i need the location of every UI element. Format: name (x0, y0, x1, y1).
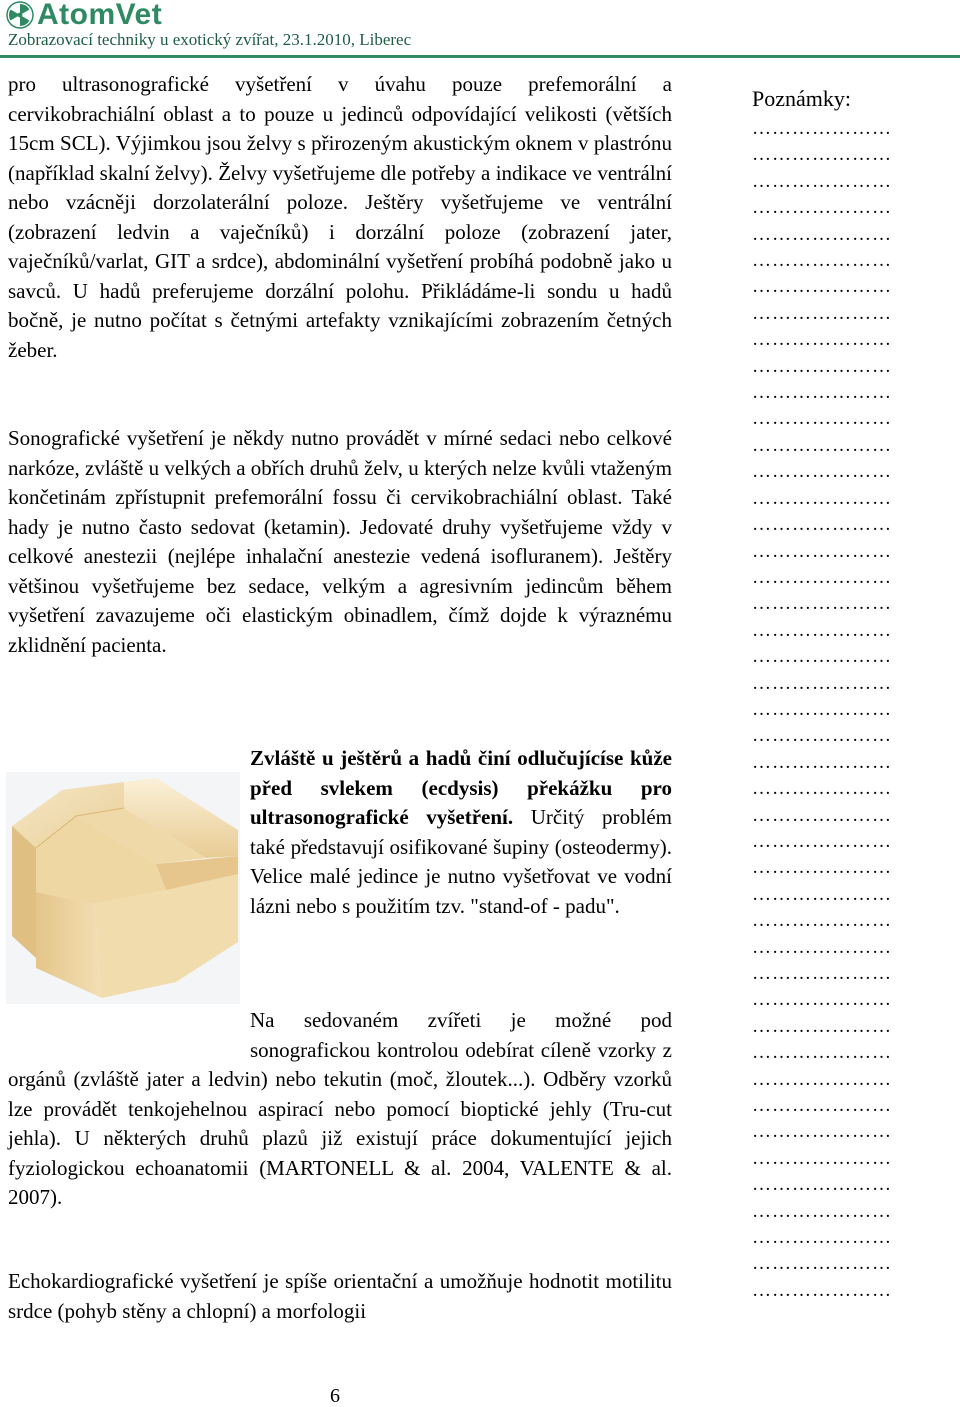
ecdysis-rest-text: Určitý problém také představují osifikované šupiny (osteodermy). Velice malé jedince je nutno vyšetřovat ve vodní lázni nebo s použitím tzv. "stand-of - padu". (250, 805, 672, 918)
notes-dot-line: ………………… (752, 751, 892, 773)
notes-dot-line: ………………… (752, 1200, 892, 1222)
ecdysis-lead-text: Zvláště u ještěrů a hadů činí odlučujícíse kůže před svlekem (ecdysis) překážku pro ultrasonografické vyšetření. (250, 746, 672, 829)
notes-dot-line: ………………… (752, 514, 892, 536)
notes-dot-line: ………………… (752, 1095, 892, 1117)
notes-dot-line: ………………… (752, 1042, 892, 1064)
notes-dot-line: ………………… (752, 989, 892, 1011)
notes-dot-line: ………………… (752, 197, 892, 219)
standoff-pad-image (6, 772, 240, 1004)
notes-dot-line: ………………… (752, 223, 892, 245)
notes-dot-line: ………………… (752, 1015, 892, 1037)
notes-dot-line: ………………… (752, 276, 892, 298)
notes-dot-line: ………………… (752, 672, 892, 694)
notes-dot-line: ………………… (752, 698, 892, 720)
notes-dot-line: ………………… (752, 329, 892, 351)
radiation-trefoil-icon (6, 1, 34, 29)
notes-dot-line: ………………… (752, 725, 892, 747)
notes-dot-line: ………………… (752, 461, 892, 483)
notes-dot-line: ………………… (752, 830, 892, 852)
notes-dot-line: ………………… (752, 250, 892, 272)
notes-dot-line: ………………… (752, 883, 892, 905)
notes-dot-line: ………………… (752, 1147, 892, 1169)
notes-dot-line: ………………… (752, 804, 892, 826)
logo-text: AtomVet (37, 0, 163, 31)
notes-dot-line: ………………… (752, 408, 892, 430)
notes-title: Poznámky: (752, 86, 851, 111)
notes-dot-line: ………………… (752, 144, 892, 166)
notes-dot-line: ………………… (752, 1121, 892, 1143)
notes-dot-line: ………………… (752, 566, 892, 588)
notes-dot-line: ………………… (752, 118, 892, 139)
paragraph-positions: pro ultrasonografické vyšetření v úvahu pouze prefemorální a cervikobrachiální oblast a to pouze u jedinců odpovídající velikosti (větších 15cm SCL). Výjimkou jsou želvy s přirozeným akustickým oknem v plastrónu (například skalní želvy). Želvy vyšetřujeme dle potřeby a indikace ve ventrální nebo vzácněji dorzolaterální poloze. Ještěry vyšetřujeme ve ventrální (zobrazení ledvin a vaječníků) i dorzální poloze (zobrazení jater, vaječníků/varlat, GIT a srdce), abdominální vyšetření probíhá podobně jako u savců. U hadů preferujeme dorzální polohu. Přikládáme-li sondu u hadů bočně, je nutno počítat s četnými artefakty vznikajícími zobrazením četných žeber. (8, 72, 672, 362)
notes-dot-line: ………………… (752, 382, 892, 404)
header-rule (0, 55, 960, 58)
notes-dot-line: ………………… (752, 1279, 892, 1301)
notes-dot-lines (752, 116, 960, 1304)
notes-dot-line: ………………… (752, 302, 892, 324)
atomvet-logo (6, 0, 162, 30)
notes-dot-line: ………………… (752, 593, 892, 615)
header-subtitle: Zobrazovací techniky u exotický zvířat, 23.1.2010, Liberec (8, 30, 412, 49)
notes-dot-line: ………………… (752, 487, 892, 509)
page-number: 6 (330, 1385, 340, 1407)
notes-dot-line: ………………… (752, 619, 892, 641)
notes-dot-line: ………………… (752, 434, 892, 456)
notes-dot-line: ………………… (752, 963, 892, 984)
notes-dot-line: ………………… (752, 1068, 892, 1090)
notes-dot-line: ………………… (752, 1253, 892, 1275)
notes-sidebar (752, 84, 960, 1304)
notes-dot-line: ………………… (752, 646, 892, 668)
paragraph-sedation: Sonografické vyšetření je někdy nutno provádět v mírné sedaci nebo celkové narkóze, zvláště u velkých a obřích druhů želv, u kterých nelze kvůli vtaženým končetinám zpřístupnit prefemorální fossu či cervikobrachiální oblast. Také hady je nutno často sedovat (ketamin). Jedovaté druhy vyšetřujeme vždy v celkové anestezii (nejlépe inhalační anestezie vedená isofluranem). Ještěry většinou vyšetřujeme bez sedace, velkým a agresivním jedincům během vyšetření zavazujeme oči elastickým obinadlem, čímž dojde k výraznému zklidnění pacienta. (8, 426, 672, 657)
notes-dot-line: ………………… (752, 1227, 892, 1249)
notes-dot-line: ………………… (752, 778, 892, 800)
page-header (0, 0, 960, 62)
notes-dot-line: ………………… (752, 910, 892, 932)
notes-dot-line: ………………… (752, 1174, 892, 1196)
notes-dot-line: ………………… (752, 936, 892, 958)
paragraph-sampling: Na sedovaném zvířeti je možné pod sonografickou kontrolou odebírat cíleně vzorky z orgánů (zvláště jater a ledvin) nebo tekutin (moč, žloutek...). Odběry vzorků lze provádět tenkojehelnou aspirací nebo pomocí bioptické jehly (Tru-cut jehla). U některých druhů plazů již existují práce dokumentující jejich fyziologickou echoanatomii (MARTONELL & al. 2004, VALENTE & al. 2007). (8, 1008, 672, 1209)
paragraph-echocardiography: Echokardiografické vyšetření je spíše orientační a umožňuje hodnotit motilitu srdce (pohyb stěny a chlopní) a morfologii (8, 1269, 672, 1323)
notes-dot-line: ………………… (752, 857, 892, 879)
notes-dot-line: ………………… (752, 540, 892, 562)
notes-dot-line: ………………… (752, 170, 892, 192)
notes-dot-line: ………………… (752, 355, 892, 377)
